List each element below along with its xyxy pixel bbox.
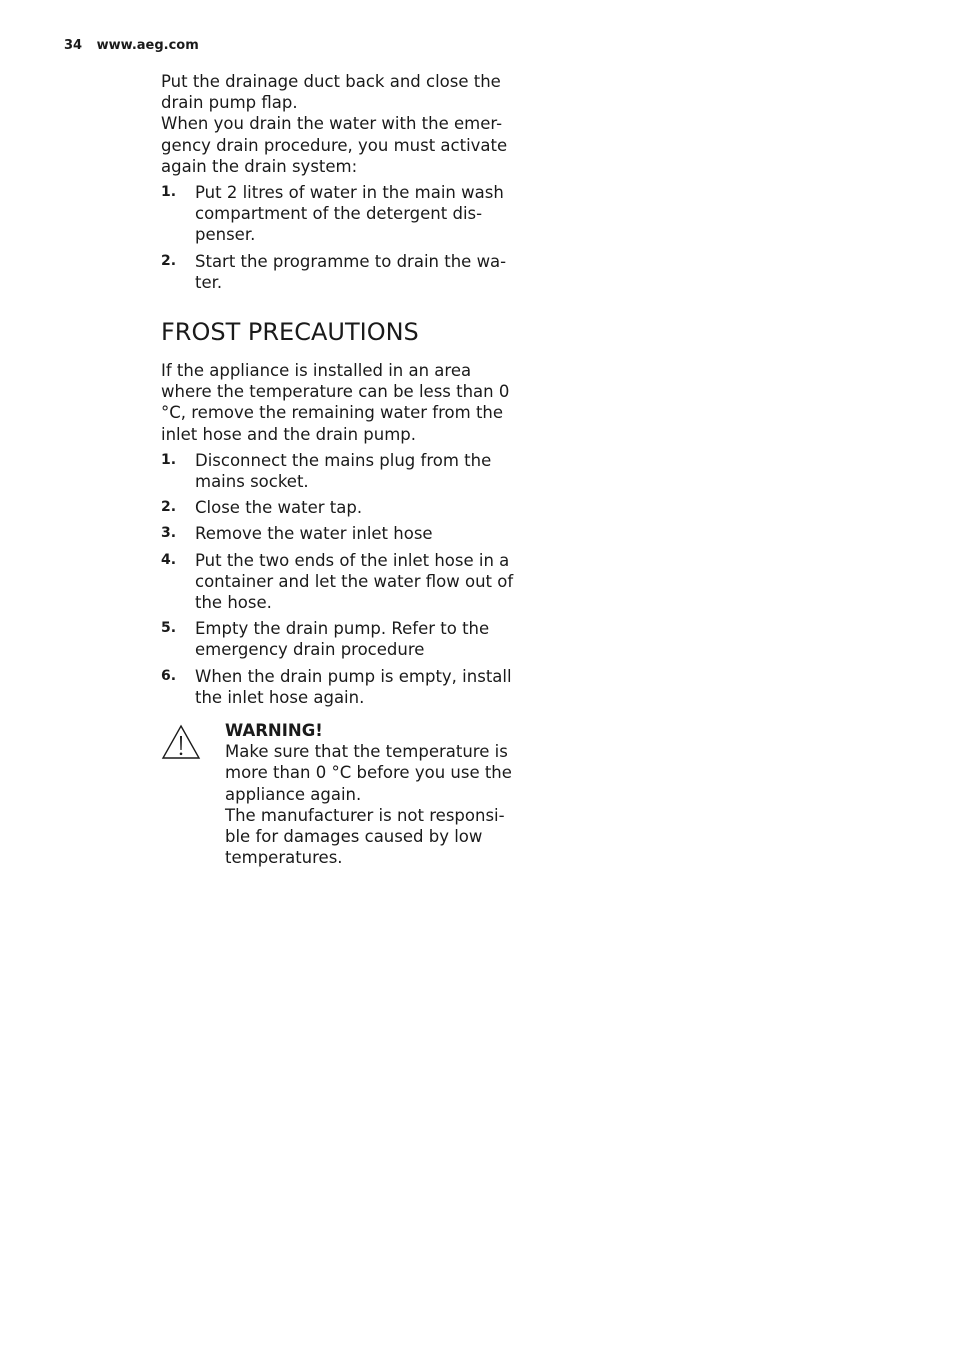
list-item	[161, 550, 517, 614]
list-item	[161, 182, 517, 246]
warning-body	[225, 720, 521, 868]
warning-text-1: Make sure that the temperature is more than 0 °C before you use the appliance again.	[225, 742, 512, 804]
step-text: Put the two ends of the inlet hose in a container and let the water flow out of the hose.	[195, 550, 514, 613]
step-number: 4.	[161, 551, 177, 568]
warning-box	[161, 720, 521, 868]
step-number: 1.	[161, 184, 177, 201]
step-text: Remove the water inlet hose	[195, 524, 433, 544]
step-text: When the drain pump is empty, install the inlet hose again.	[195, 666, 512, 707]
section-title: FROST PRECAUTIONS	[161, 318, 419, 346]
intro-steps	[161, 182, 517, 293]
list-item	[161, 450, 517, 492]
step-number: 1.	[161, 451, 177, 468]
list-item	[161, 497, 517, 518]
list-item	[161, 618, 517, 660]
intro-paragraph-2: When you drain the water with the emer-gency drain procedure, you must activate again the drain system:	[161, 114, 508, 176]
step-text: Put 2 litres of water in the main wash compartment of the detergent dis-penser.	[195, 183, 504, 245]
warning-title: WARNING!	[225, 721, 323, 740]
frost-section	[161, 360, 517, 713]
step-text: Empty the drain pump. Refer to the emergency drain procedure	[195, 619, 490, 660]
site-link[interactable]: www.aeg.com	[96, 38, 199, 53]
step-text: Close the water tap.	[195, 498, 363, 518]
frost-steps	[161, 450, 517, 708]
step-text: Disconnect the mains plug from the mains socket.	[195, 450, 492, 492]
page-number: 34	[64, 38, 83, 53]
step-number: 6.	[161, 667, 177, 684]
step-text: Start the programme to drain the wa-ter.	[195, 251, 507, 292]
step-number: 2.	[161, 499, 177, 516]
list-item	[161, 251, 517, 293]
frost-paragraph: If the appliance is installed in an area where the temperature can be less than 0 °C, remove the remaining water from the inlet hose and the drain pump.	[161, 361, 510, 444]
list-item	[161, 523, 517, 544]
warning-triangle-icon	[161, 720, 225, 868]
warning-text-2: The manufacturer is not responsi-ble for damages caused by low temperatures.	[225, 805, 505, 868]
list-item	[161, 666, 517, 708]
step-number: 2.	[161, 252, 177, 269]
step-number: 5.	[161, 620, 177, 637]
page-header	[64, 38, 199, 53]
intro-section	[161, 71, 517, 298]
intro-paragraph-1: Put the drainage duct back and close the drain pump flap.	[161, 72, 501, 113]
step-number: 3.	[161, 525, 177, 542]
